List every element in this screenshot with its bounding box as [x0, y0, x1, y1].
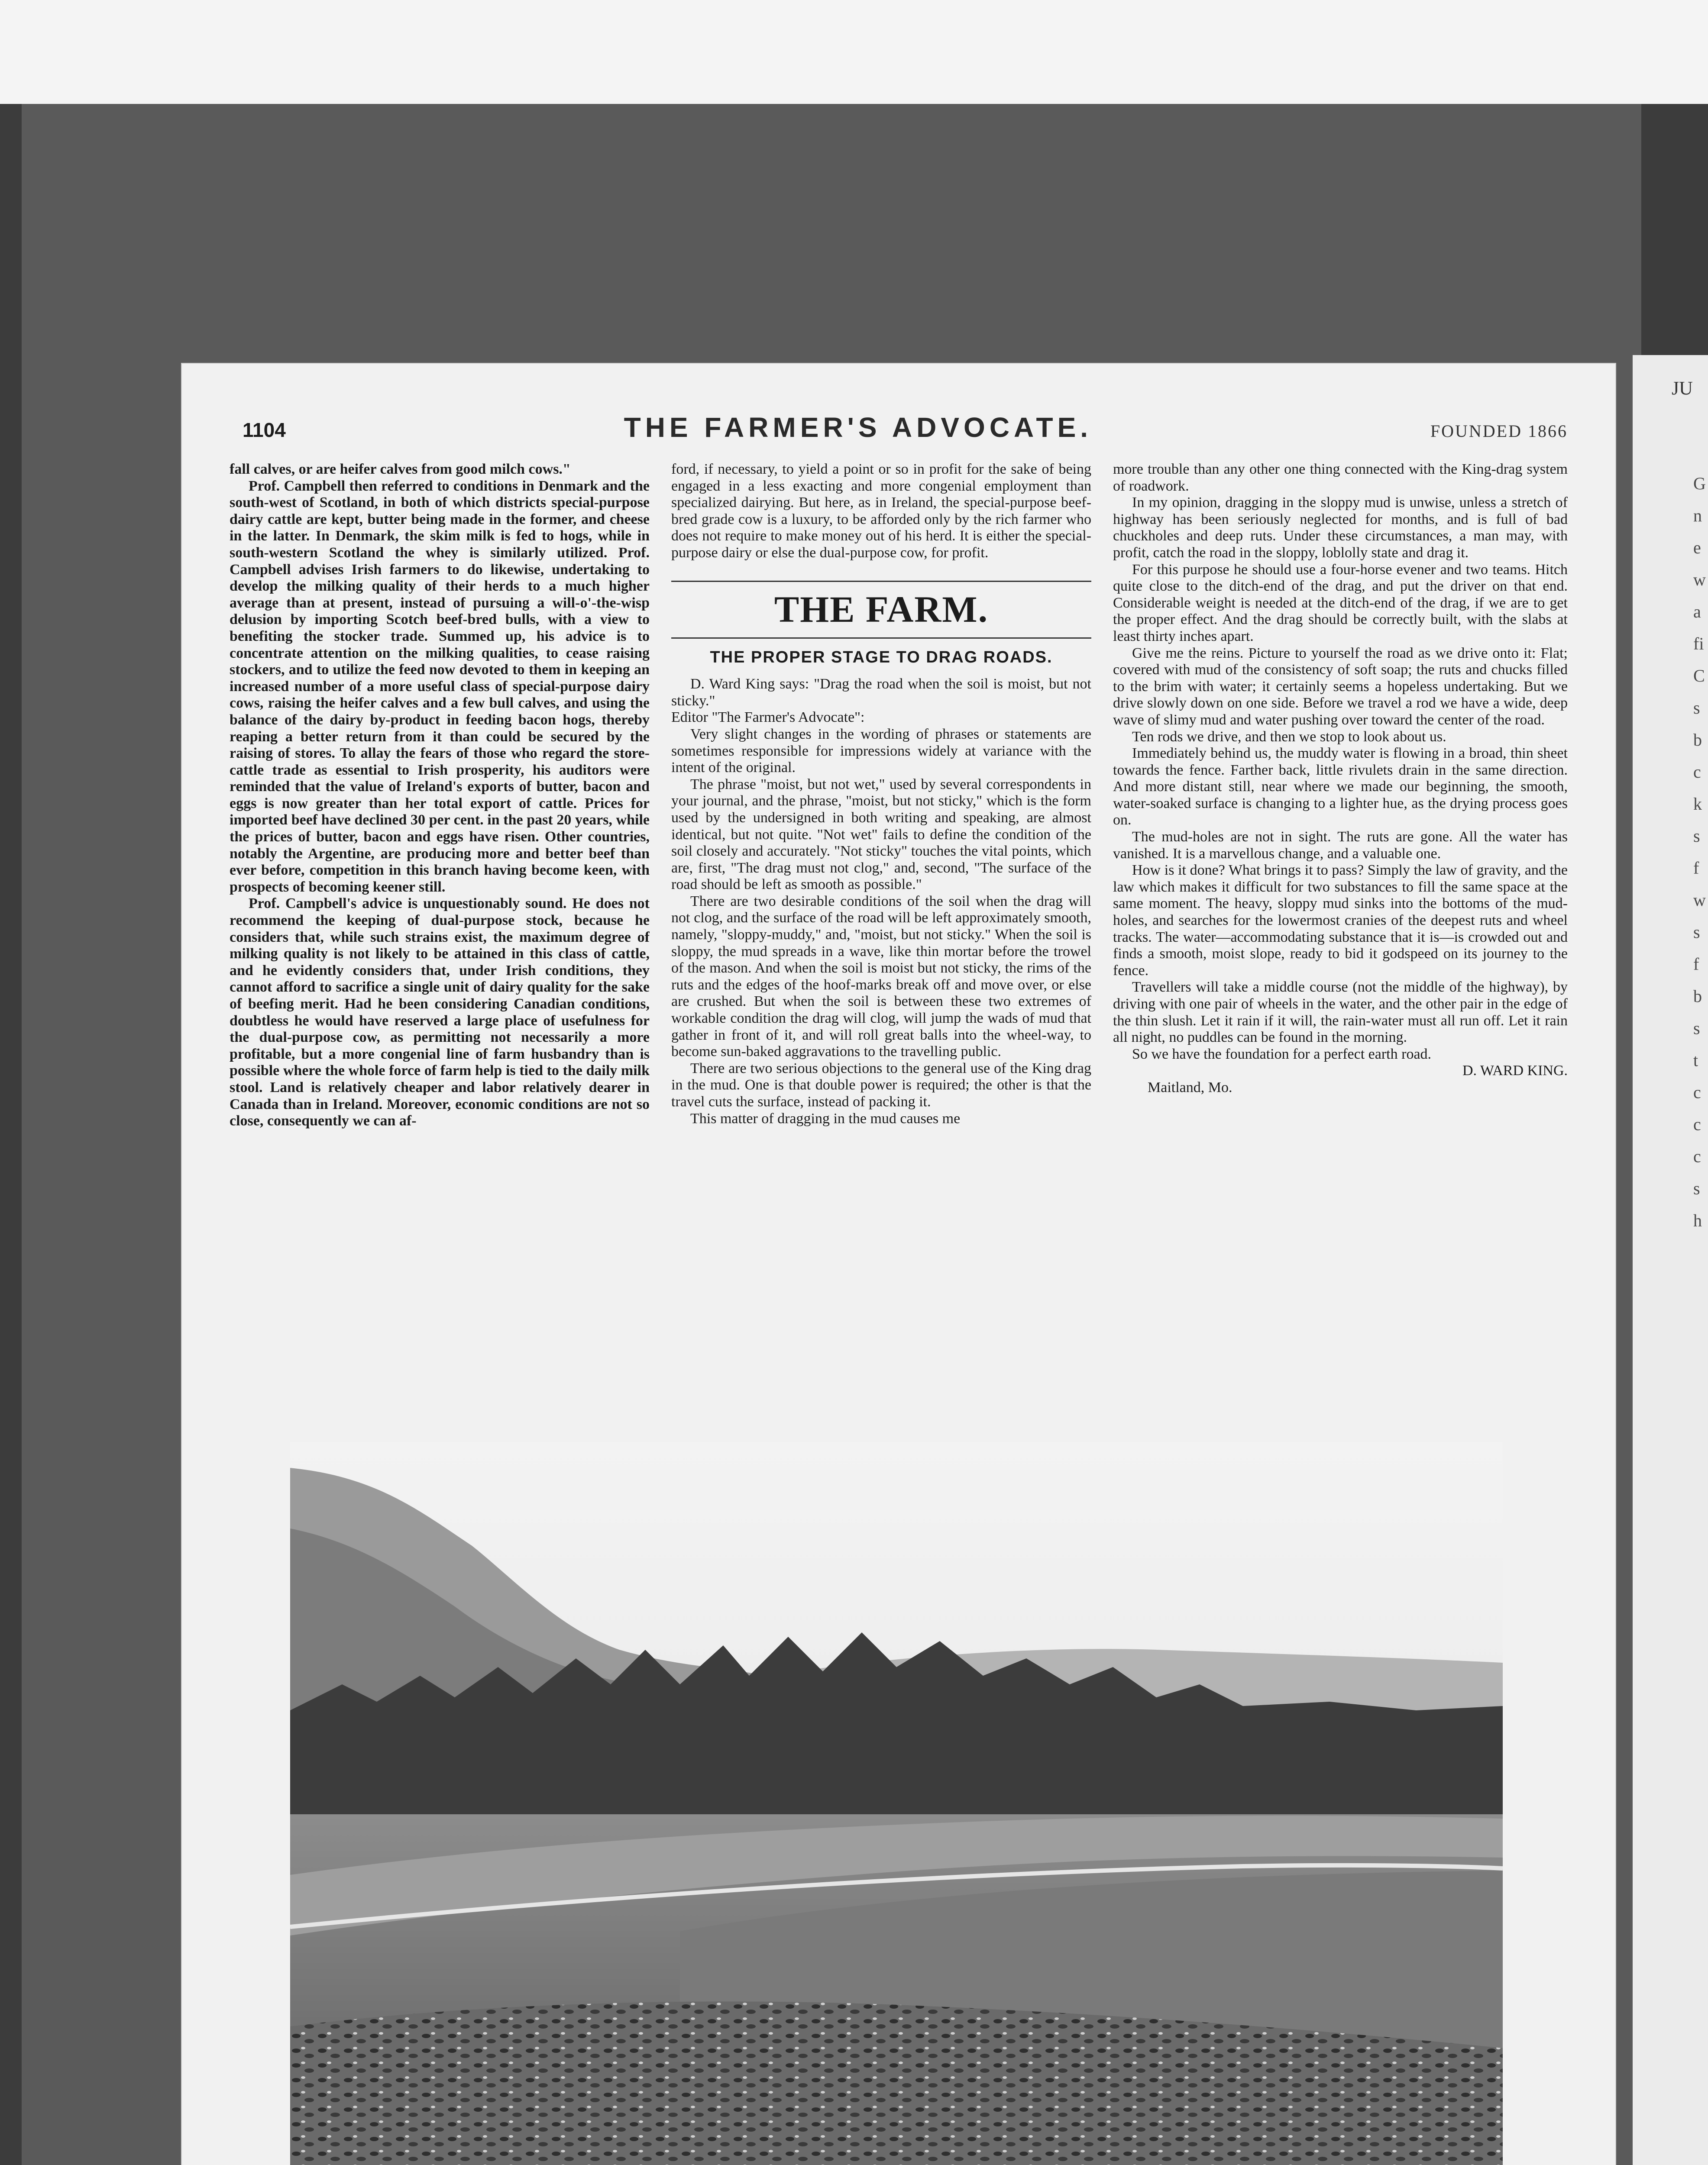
adjacent-letter: h [1693, 1211, 1702, 1230]
paragraph: There are two serious objections to the general use of the King drag in the mud. One is that double power is required; the other is that the travel cuts the surface, instead of packing it. [671, 1060, 1091, 1110]
paragraph: How is it done? What brings it to pass? Simply the law of gravity, and the law which makes it difficult for two substances to fill the same space at the same moment. The heavy, sloppy mud sinks into the bottoms of the mud-holes, and searches for the lowermost cranies of the deepest ruts and wheel tracks. The water—accommodating substance that it is—is crowded out and finds a smooth, moist slope, ready to bid it godspeed on its journey to the fence. [1113, 862, 1568, 979]
founded-line: FOUNDED 1866 [1430, 421, 1568, 441]
paragraph: So we have the foundation for a perfect earth road. [1132, 1046, 1432, 1062]
department-heading-box [671, 581, 1091, 639]
adjacent-letter: s [1693, 1179, 1700, 1198]
adjacent-page-header: JU [1672, 378, 1693, 399]
adjacent-letter: s [1693, 922, 1700, 942]
paragraph: There are two desirable conditions of the soil when the drag will not clog, and the surface of the road will be left approximately smooth, namely, "sloppy-muddy," and, "moist, but not sticky." When the soil is sloppy, the mud spreads in a wave, like thin mortar before the trowel of the mason. And when the soil is moist but not sticky, the rims of the ruts and the edges of the hoof-marks break off and move over, or else are crushed. But when the soil is between these two extremes of workable condition the drag will clog, will jump the wads of mud that gather in front of it, and will roll great balls into the wheel-way, to become sun-baked aggravations to the travelling public. [671, 893, 1091, 1060]
paragraph: D. Ward King says: "Drag the road when the soil is moist, but not sticky." [671, 676, 1091, 709]
adjacent-letter: s [1693, 698, 1700, 717]
dateline: Maitland, Mo. [1148, 1079, 1232, 1095]
adjacent-letter: G [1693, 474, 1706, 493]
paragraph: Ten rods we drive, and then we stop to look about us. [1132, 728, 1446, 745]
adjacent-letter: w [1693, 570, 1706, 589]
adjacent-letter: b [1693, 730, 1702, 750]
adjacent-letter: C [1693, 666, 1705, 685]
column-1 [230, 461, 650, 1409]
ranch-photograph [290, 1442, 1503, 2165]
paragraph: Give me the reins. Picture to yourself the road as we drive onto it: Flat; covered with mud of the consistency of soft soap; the ruts and chucks filled to the brim with water; it certainly seems a hopeless undertaking. But we drive slowly down on one side. Before we travel a rod we have a wide, deep wave of slimy mud and water pushing over toward the center of the road. [1113, 645, 1568, 728]
adjacent-letter: c [1693, 1147, 1701, 1166]
adjacent-letter: e [1693, 538, 1701, 557]
author-signature: D. WARD KING. [1462, 1063, 1568, 1079]
adjacent-letter: fi [1693, 634, 1704, 653]
adjacent-letter: c [1693, 762, 1701, 782]
paragraph: The phrase "moist, but not wet," used by several correspondents in your journal, and the phrase, "moist, but not sticky," which is the form used by the undersigned in both writing and speaking, are almost identical, but not quite. "Not wet" fails to define the condition of the soil closely and accurately. "Not sticky" touches the vital points, which are, first, "The drag must not clog," and, second, "The surface of the road should be left as smooth as possible." [671, 776, 1091, 893]
page-header [243, 411, 1568, 450]
newspaper-page [182, 364, 1615, 2165]
adjacent-letter: c [1693, 1115, 1701, 1134]
photograph-image [290, 1442, 1503, 2165]
adjacent-letter: f [1693, 858, 1699, 878]
column-2 [671, 461, 1091, 1409]
film-border-top [0, 0, 1708, 104]
paragraph: For this purpose he should use a four-horse evener and two teams. Hitch quite close to the ditch-end of the drag, and put the driver on that end. Considerable weight is needed at the ditch-end of the drag, if we are to get the proper effect. And the drag should be correctly built, with the slabs at least thirty inches apart. [1113, 561, 1568, 644]
adjacent-letter: b [1693, 986, 1702, 1006]
paragraph: Travellers will take a middle course (not the middle of the highway), by driving with one pair of wheels in the water, and the other pair in the edge of the thin slush. Let it rain if it will, the rain-water must all run off. Let it rain all night, no puddles can be found in the morning. [1113, 979, 1568, 1046]
adjacent-letter: a [1693, 602, 1701, 621]
paragraph: In my opinion, dragging in the sloppy mud is unwise, unless a stretch of highway has been seriously neglected for months, and is full of bad chuckholes and deep ruts. Under these circumstances, a man may, with profit, catch the road in the sloppy, loblolly state and drag it. [1113, 494, 1568, 561]
paragraph: The mud-holes are not in sight. The ruts are gone. All the water has vanished. It is a marvellous change, and a valuable one. [1113, 829, 1568, 862]
adjacent-letter: f [1693, 954, 1699, 974]
paragraph: more trouble than any other one thing connected with the King-drag system of roadwork. [1113, 461, 1568, 494]
paragraph: fall calves, or are heifer calves from good milch cows." [230, 461, 571, 477]
column-3 [1113, 461, 1568, 1409]
adjacent-letter: s [1693, 1018, 1700, 1038]
journal-title: THE FARMER'S ADVOCATE. [624, 412, 1093, 443]
article-title: THE PROPER STAGE TO DRAG ROADS. [710, 648, 1053, 666]
adjacent-letter: c [1693, 1082, 1701, 1102]
adjacent-letter: w [1693, 890, 1706, 910]
paragraph: Very slight changes in the wording of phrases or statements are sometimes responsible for impressions widely at variance with the intent of the original. [671, 726, 1091, 776]
adjacent-page-fragment [1633, 355, 1708, 2165]
paragraph: Editor "The Farmer's Advocate": [671, 709, 865, 726]
paragraph: Prof. Campbell then referred to conditions in Denmark and the south-west of Scotland, in both of which districts special-purpose dairy cattle are kept, butter being made in the former, and cheese in the latter. In Denmark, the skim milk is fed to hogs, while in south-western Scotland the whey is similarly utilized. Prof. Campbell advises Irish farmers to do likewise, undertaking to develop the milking quality of their herds to a much higher average than at present, instead of pursuing a will-o'-the-wisp delusion by importing Scotch beef-bred bulls, with a view to benefiting the stocker trade. Summed up, his advice is to concentrate attention on the milking qualities, to cease raising stockers, and to utilize the feed now devoted to them in keeping an increased number of a more useful class of special-purpose dairy cows, raising the heifer calves and a few bull calves, and using the balance of the dairy by-product in feeding bacon hogs, thereby reaping a better return from it than could be secured by the raising of stores. To allay the fears of those who regard the store-cattle trade as essential to Irish prosperity, his auditors were reminded that the value of Ireland's exports of butter, bacon and eggs is now greater than her total export of cattle. Prices for imported beef have declined 30 per cent. in the past 20 years, while the prices of butter, bacon and eggs have risen. Other countries, notably the Argentine, are producing more and better beef than ever before, competition in this branch having become keen, with prospects of becoming keener still. [230, 478, 650, 895]
adjacent-letter: k [1693, 794, 1702, 814]
paragraph: This matter of dragging in the mud causes me [690, 1110, 961, 1127]
paragraph: Immediately behind us, the muddy water is flowing in a broad, thin sheet towards the fence. Farther back, little rivulets drain in the same direction. And more distant still, near where we made our beginning, the smooth, water-soaked surface is changing to a lighter hue, as the drying process goes on. [1113, 745, 1568, 828]
department-title: THE FARM. [774, 588, 989, 630]
paragraph: ford, if necessary, to yield a point or so in profit for the sake of being engaged in a less exacting and more congenial employment than specialized dairying. But here, as in Ireland, the special-purpose beef-bred grade cow is a luxury, to be afforded only by the rich farmer who does not require to make money out of his herd. It is either the special-purpose dairy or else the dual-purpose cow, for profit. [671, 461, 1091, 561]
page-number: 1104 [243, 419, 286, 441]
adjacent-letter: n [1693, 506, 1702, 525]
paragraph: Prof. Campbell's advice is unquestionably sound. He does not recommend the keeping of dual-purpose stock, because he considers that, while such strains exist, the maximum degree of milking quality is not likely to be attained in this class of cattle, and he evidently considers that, under Irish conditions, they cannot afford to sacrifice a single unit of dairy quality for the sake of beefing merit. Had he been considering Canadian conditions, doubtless he would have reserved a large place of usefulness for the dual-purpose cow, as permitting not necessarily a more profitable, but a more congenial line of farm husbandry than is possible where the whole force of farm help is tied to the daily milk stool. Land is relatively cheaper and labor relatively dearer in Canada than in Ireland. Moreover, economic conditions are not so close, consequently we can af- [230, 895, 650, 1129]
adjacent-letter: t [1693, 1050, 1698, 1070]
adjacent-page-column [1693, 468, 1708, 1237]
adjacent-letter: s [1693, 826, 1700, 846]
